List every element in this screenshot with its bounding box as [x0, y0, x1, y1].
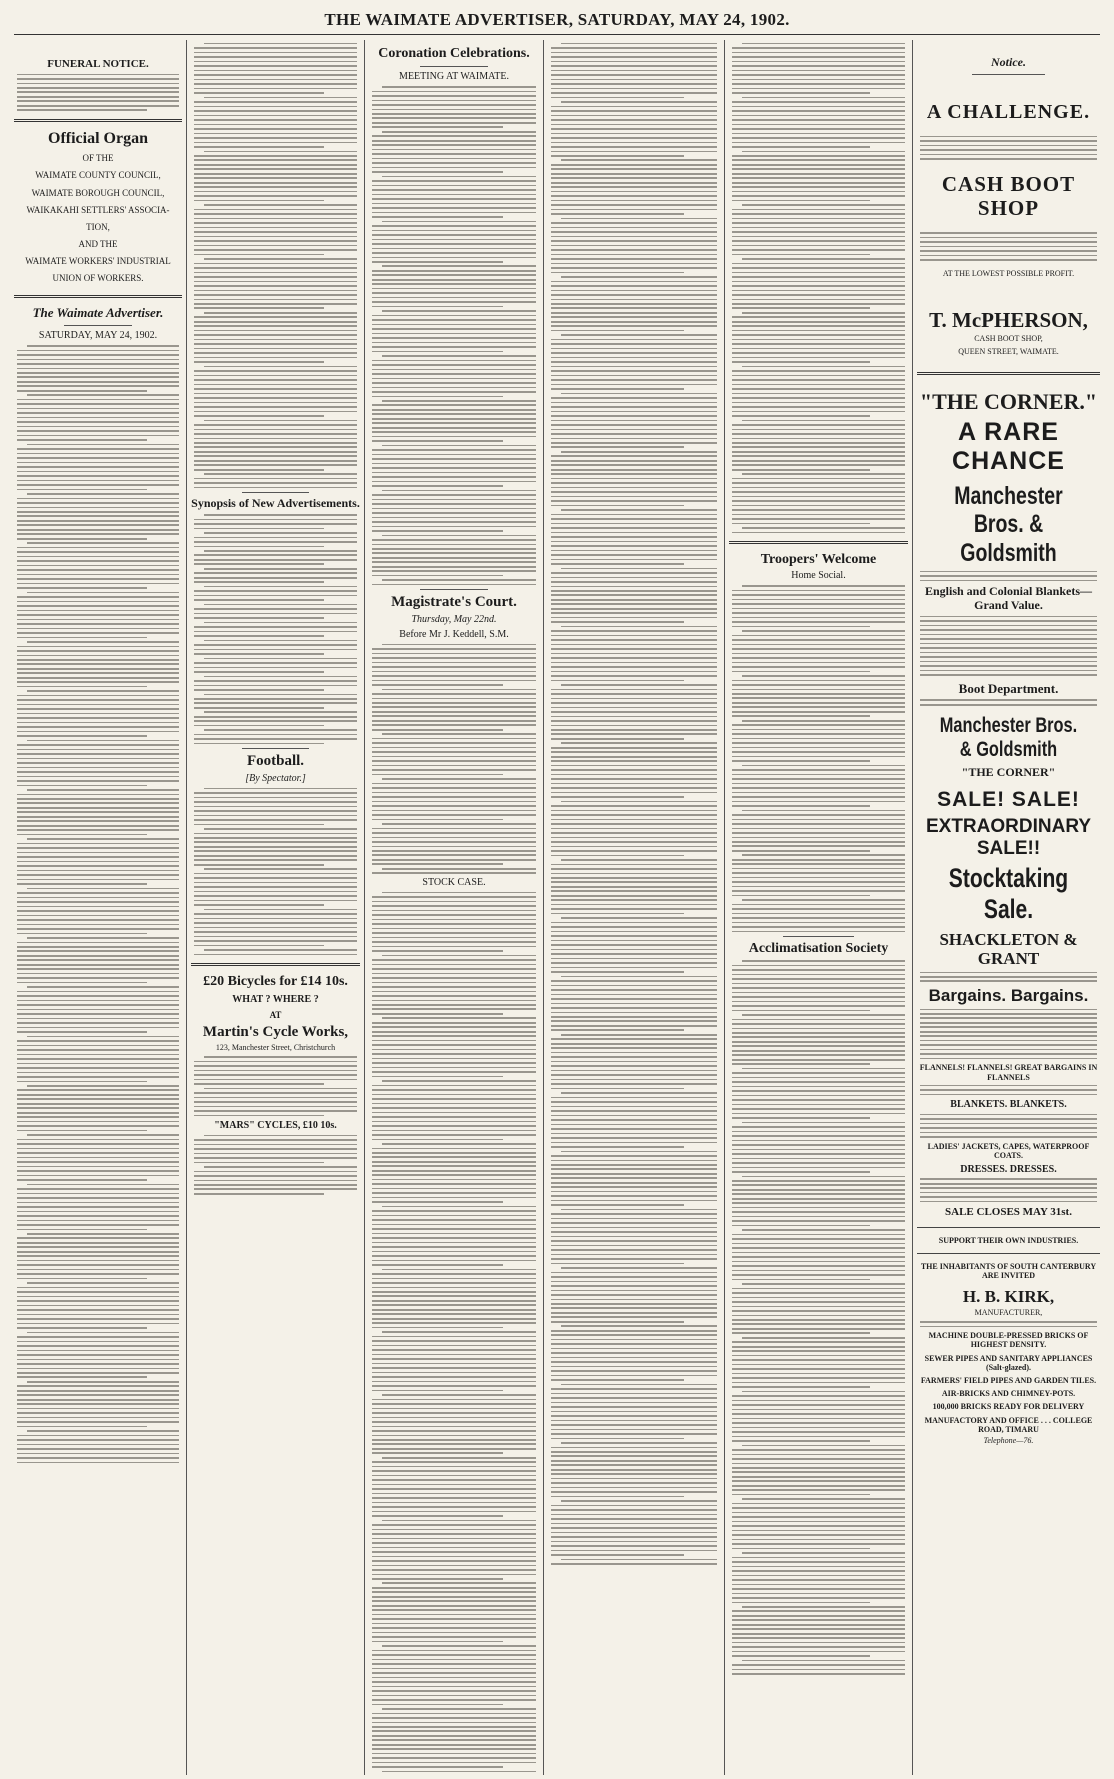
official-organ-line: TION, — [86, 221, 110, 232]
column-rule — [912, 40, 913, 1775]
cash-boot-shop-heading: CASH BOOT SHOP — [941, 171, 1076, 220]
acclimatisation-title: Acclimatisation Society — [748, 941, 889, 957]
ladies-jackets-heading: LADIES' JACKETS, CAPES, WATERPROOF COATS. — [927, 1141, 1090, 1160]
bicycle-ad-what: WHAT ? WHERE ? — [232, 994, 319, 1006]
dresses-heading: DRESSES. DRESSES. — [960, 1164, 1057, 1176]
troopers-text — [729, 585, 908, 932]
dateline: SATURDAY, MAY 24, 1902. — [38, 330, 158, 342]
column-rule — [364, 40, 365, 1775]
bargains-heading: Bargains. Bargains. — [928, 986, 1089, 1006]
court-text — [369, 644, 539, 874]
kirk-bricks: MACHINE DOUBLE-PRESSED BRICKS OF HIGHEST DENSITY. — [928, 1331, 1089, 1350]
stock-case-text — [369, 892, 539, 1775]
divider — [64, 325, 131, 326]
manchester-goldsmith-heading-2: Manchester Bros. & Goldsmith — [939, 713, 1078, 761]
lowest-profit: AT THE LOWEST POSSIBLE PROFIT. — [942, 268, 1075, 278]
flannels-heading: FLANNELS! FLANNELS! GREAT BARGAINS IN FLANNELS — [919, 1063, 1098, 1082]
mcpherson-name: T. McPHERSON, — [929, 307, 1088, 332]
column-rule — [543, 40, 544, 1775]
coronation-text — [369, 86, 539, 585]
bicycle-ad-address: 123, Manchester Street, Christchurch — [215, 1043, 336, 1053]
sale-heading: SALE! SALE! — [937, 787, 1080, 811]
divider — [420, 66, 488, 67]
official-organ-lines — [14, 150, 182, 287]
kirk-name: H. B. KIRK, — [962, 1286, 1055, 1306]
bicycle-ad-at: AT — [269, 1009, 282, 1020]
bargains-text — [917, 1009, 1100, 1060]
masthead: THE WAIMATE ADVERTISER, SATURDAY, MAY 24, 1902. — [324, 10, 790, 29]
official-organ-line: AND THE — [78, 238, 118, 249]
coronation-title: Coronation Celebrations. — [378, 46, 530, 61]
stocktaking-sale-heading: Stocktaking Sale. — [948, 863, 1069, 925]
synopsis-title: Synopsis of New Advertisements. — [191, 496, 360, 511]
column-rule — [724, 40, 725, 1775]
kirk-factory: MANUFACTORY AND OFFICE . . . COLLEGE ROAD, TIMARU — [924, 1415, 1093, 1434]
kirk-telephone: Telephone—76. — [983, 1435, 1034, 1445]
official-organ-line: WAIMATE BOROUGH COUNCIL, — [31, 187, 165, 198]
bicycle-ad-works: Martin's Cycle Works, — [202, 1024, 349, 1041]
divider — [972, 74, 1045, 75]
cash-boot-shop-text — [917, 232, 1100, 261]
column-3 — [369, 40, 539, 1775]
masthead-rule — [14, 34, 1100, 35]
flannels-text — [917, 1085, 1100, 1096]
kirk-sewer-pipes: SEWER PIPES AND SANITARY APPLIANCES (Salt-glazed). — [924, 1353, 1093, 1372]
divider — [783, 936, 855, 937]
mcpherson-shop: CASH BOOT SHOP, — [974, 333, 1043, 343]
mars-cycles: "MARS" CYCLES, £10 10s. — [214, 1120, 337, 1132]
official-organ-line: UNION OF WORKERS. — [52, 273, 144, 284]
column-2 — [191, 40, 360, 1775]
shackleton-ad-text — [917, 972, 1100, 983]
dresses-text — [917, 1178, 1100, 1202]
funeral-notice-text — [14, 74, 182, 111]
football-title: Football. — [246, 753, 305, 770]
kirk-ready: 100,000 BRICKS READY FOR DELIVERY — [932, 1402, 1085, 1412]
boot-department: Boot Department. — [958, 680, 1059, 696]
challenge-text — [917, 136, 1100, 160]
official-organ-title: Official Organ — [48, 130, 148, 147]
the-corner-subheading: "THE CORNER" — [961, 764, 1056, 779]
kirk-air-bricks: AIR-BRICKS AND CHIMNEY-POTS. — [941, 1389, 1076, 1399]
mars-cycles-text — [191, 1135, 360, 1195]
divider — [242, 492, 310, 493]
blankets-heading: BLANKETS. BLANKETS. — [950, 1099, 1067, 1111]
extraordinary-sale-heading: EXTRAORDINARY SALE!! — [925, 815, 1092, 859]
troopers-title: Troopers' Welcome — [760, 552, 877, 568]
column-1 — [14, 40, 182, 1775]
mcpherson-address: QUEEN STREET, WAIMATE. — [958, 346, 1059, 356]
football-byline: [By Spectator.] — [245, 772, 306, 784]
kirk-manufacturer: MANUFACTURER, — [974, 1308, 1043, 1318]
blankets-grand-value: English and Colonial Blankets—Grand Value. — [924, 584, 1093, 613]
stock-case-heading: STOCK CASE. — [422, 876, 486, 888]
column-5 — [729, 40, 908, 1775]
column-rule — [186, 40, 187, 1775]
blankets-text — [917, 1114, 1100, 1138]
divider — [917, 1227, 1100, 1228]
acclimatisation-text — [729, 960, 908, 1675]
column-1-body-text — [14, 345, 182, 1463]
synopsis-text — [191, 514, 360, 744]
troopers-subtitle: Home Social. — [791, 570, 846, 582]
official-organ-line: OF THE — [82, 153, 114, 164]
column-2-body-text — [191, 43, 360, 489]
divider — [729, 541, 908, 544]
divider — [14, 295, 182, 298]
divider — [242, 748, 310, 749]
official-organ-line: WAIMATE COUNTY COUNCIL, — [35, 170, 161, 181]
inhabitants-invited: THE INHABITANTS OF SOUTH CANTERBURY ARE INVITED — [920, 1262, 1097, 1281]
official-organ-line: WAIMATE WORKERS' INDUSTRIAL — [25, 255, 171, 266]
divider — [420, 589, 488, 590]
boot-department-text — [917, 699, 1100, 705]
sale-closes: SALE CLOSES MAY 31st. — [945, 1206, 1072, 1219]
manchester-goldsmith-heading: Manchester Bros. & Goldsmith — [954, 481, 1063, 568]
court-title: Magistrate's Court. — [391, 594, 517, 611]
bicycle-ad-text — [191, 1056, 360, 1116]
manchester-ad-text — [917, 571, 1100, 582]
paper-name: The Waimate Advertiser. — [32, 305, 164, 321]
divider — [14, 119, 182, 122]
bicycle-ad-title: £20 Bicycles for £14 10s. — [203, 974, 348, 990]
kirk-intro-text — [917, 1321, 1100, 1327]
rare-chance-heading: A RARE CHANCE — [952, 418, 1065, 475]
support-industries: SUPPORT THEIR OWN INDUSTRIES. — [938, 1236, 1079, 1246]
column-4 — [548, 40, 720, 1775]
column-6-advertisements — [917, 40, 1100, 1775]
court-before: Before Mr J. Keddell, S.M. — [399, 628, 509, 640]
column-4-body-text — [548, 43, 720, 1565]
the-corner-heading: "THE CORNER." — [919, 388, 1098, 414]
divider — [917, 1253, 1100, 1254]
football-text — [191, 788, 360, 956]
divider — [191, 963, 360, 966]
official-organ-line: WAIKAKAHI SETTLERS' ASSOCIA- — [26, 204, 170, 215]
coronation-subtitle: MEETING AT WAIMATE. — [399, 71, 509, 83]
divider — [917, 372, 1100, 375]
column-5-body-text — [729, 43, 908, 533]
shackleton-grant-heading: SHACKLETON & GRANT — [939, 929, 1078, 969]
kirk-field-pipes: FARMERS' FIELD PIPES AND GARDEN TILES. — [920, 1376, 1097, 1386]
court-date: Thursday, May 22nd. — [411, 613, 497, 625]
challenge-heading: A CHALLENGE. — [926, 100, 1091, 123]
funeral-notice-title: FUNERAL NOTICE. — [47, 58, 149, 70]
notice-heading: Notice. — [991, 55, 1026, 69]
manchester-ad-text-2 — [917, 616, 1100, 676]
